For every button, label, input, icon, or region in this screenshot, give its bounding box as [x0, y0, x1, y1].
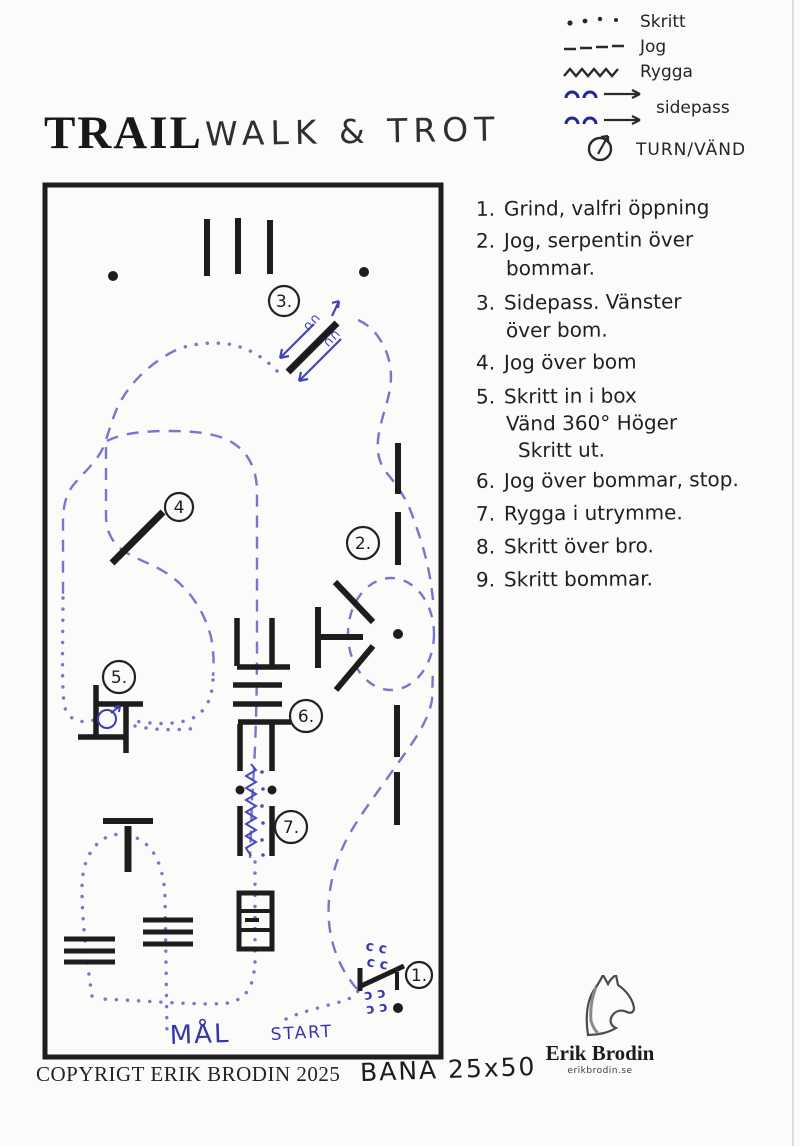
copyright-text: COPYRIGT ERIK BRODIN 2025: [36, 1062, 341, 1086]
horse-head-icon: [540, 975, 660, 1037]
path-walk-top: [178, 343, 277, 371]
legend-label-jog: Jog: [640, 37, 667, 57]
list-item-8: 8. Skritt över bro.: [475, 533, 654, 559]
turn-360-icon: [98, 706, 120, 728]
sidepass-hooves-lower: ∩∩: [319, 326, 344, 351]
path-walk-bottom: [102, 972, 254, 1004]
path-walk-left-side: [63, 598, 95, 722]
obstacle-top-poles: [207, 218, 270, 276]
logo-site: erikbrodin.se: [567, 1066, 633, 1076]
marker-4: [165, 493, 193, 521]
back-zigzag-dots: [260, 770, 265, 857]
obstacle-markers: [103, 286, 432, 988]
legend-label-turn: TURN/VÄND: [636, 140, 747, 160]
obstacle-funnel: [318, 582, 403, 690]
legend-label-back: Rygga: [640, 62, 693, 82]
marker-3: [269, 286, 299, 316]
sidepass-arrow-small-up: [332, 301, 339, 316]
stop-dot-right: [268, 786, 277, 795]
legend-label-walk: Skritt: [640, 12, 686, 32]
path-jog-bar4-loop: [106, 447, 214, 676]
marker-dot-top-left: [108, 271, 118, 281]
svg-text:c c: c c: [365, 954, 390, 974]
marker-7: [275, 811, 307, 843]
goal-label: MÅL: [169, 1018, 231, 1051]
list-item-3: 3. Sidepass. Vänster: [475, 289, 682, 315]
obstacle-5-box: [78, 685, 143, 753]
list-item-5-cont: Vänd 360° Höger: [505, 410, 678, 436]
path-walk-into-box: [135, 680, 213, 724]
arena-size-text: BANA 25x50: [359, 1051, 537, 1088]
list-item-3-cont: över bom.: [505, 317, 608, 343]
page-title: TRAIL: [44, 107, 203, 159]
svg-text:4: 4: [173, 498, 185, 518]
list-item-5: 5. Skritt in i box: [475, 383, 637, 409]
svg-text:3.: 3.: [275, 292, 293, 312]
stop-dot-left: [236, 786, 245, 795]
marker-dot-top-right: [359, 267, 369, 277]
start-label: START: [270, 1021, 334, 1045]
marker-5: [103, 661, 135, 693]
list-item-1: 1. Grind, valfri öppning: [475, 195, 710, 221]
list-item-2-cont: bommar.: [505, 255, 595, 281]
list-item-9: 9. Skritt bommar.: [475, 566, 654, 592]
legend-label-sidepass: sidepass: [656, 98, 730, 118]
list-item-4: 4. Jog över bom: [475, 349, 637, 375]
svg-text:6.: 6.: [297, 707, 315, 727]
sidepass-hooves-upper: ∩∩: [299, 310, 324, 335]
arena-border: [45, 185, 441, 1057]
svg-text:ɔ ɔ: ɔ ɔ: [365, 999, 389, 1018]
logo: [540, 975, 660, 1076]
obstacle-4-jog-pole: [112, 512, 163, 563]
page-subtitle: WALK & TROT: [204, 109, 501, 154]
obstacle-T: [103, 821, 153, 872]
marker-1: [406, 962, 432, 988]
path-walk-out-of-box: [135, 726, 200, 730]
list-item-5-cont2: Skritt ut.: [517, 437, 606, 463]
obstacle-6-corridor: [233, 618, 291, 771]
path-walk-start: [286, 987, 360, 1019]
svg-text:ɔ ɔ: ɔ ɔ: [363, 985, 387, 1004]
svg-text:2.: 2.: [354, 534, 372, 554]
obstacle-9-poles-right: [143, 920, 193, 944]
marker-6: [290, 700, 322, 732]
svg-text:5.: 5.: [110, 668, 128, 688]
marker-2: [347, 527, 379, 559]
gate-end-dot: [393, 1003, 403, 1013]
obstacles: [64, 218, 404, 1013]
logo-name: Erik Brodin: [545, 1041, 655, 1065]
svg-text:7.: 7.: [282, 818, 300, 838]
list-item-2: 2. Jog, serpentin över: [475, 227, 694, 253]
obstacle-9-poles-left: [64, 939, 115, 962]
svg-text:c c: c c: [364, 938, 389, 958]
list-item-6: 6. Jog över bommar, stop.: [475, 467, 739, 493]
svg-text:1.: 1.: [410, 966, 428, 986]
list-item-7: 7. Rygga i utrymme.: [475, 500, 683, 526]
